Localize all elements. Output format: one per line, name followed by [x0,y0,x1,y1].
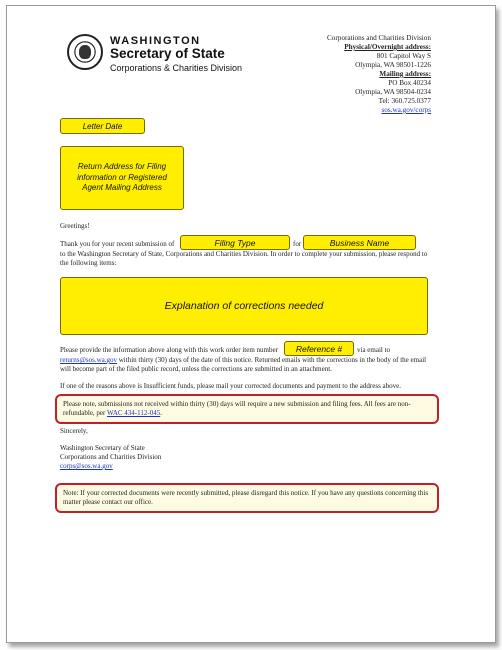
physical-address-label: Physical/Overnight address: [344,43,431,51]
physical-street: 801 Capitol Way S [376,52,431,60]
fees-notice-end: . [160,408,162,417]
website-link[interactable]: sos.wa.gov/corps [381,106,431,114]
logo-division: Corporations & Charities Division [110,63,243,73]
mailing-address-label: Mailing address: [379,70,431,78]
note-text: Note: If your corrected documents were recently submitted, please disregard this notice. If you have any questions concerning this matter please contact our office. [63,489,429,506]
telephone: Tel: 360.725.0377 [378,97,431,105]
thanks-text-start: Thank you for your recent submission of [60,240,175,248]
provide-text-end: within thirty (30) days of the date of this notice. Returned emails with the corrections in the body of the email will become part of the filed public record, unless the corrections are submitted in an attachment. [60,356,427,373]
insufficient-funds-text: If one of the reasons above is Insufficient funds, please mail your corrected documents and payment to the address above. [60,382,402,390]
signature-line-2: Corporations and Charities Division [60,453,162,461]
explanation-placeholder: Explanation of corrections needed [60,277,428,335]
logo-secretary-of-state: Secretary of State [110,46,225,61]
sincerely: Sincerely, [60,427,88,435]
returns-email-link[interactable]: returns@sos.wa.gov [60,356,117,364]
signature-line-1: Washington Secretary of State [60,444,145,452]
address-block [271,34,431,115]
note-box [55,483,439,513]
return-address-placeholder: Return Address for Filing information or Registered Agent Mailing Address [60,146,184,210]
reference-number-placeholder: Reference # [284,341,354,356]
thanks-for: for [293,240,302,248]
logo-washington: WASHINGTON [110,35,201,47]
fees-notice-text: Please note, submissions not received within thirty (30) days will require a new submission and filing fees. All fees are non-refundable, per [63,400,411,417]
corps-email-link[interactable]: corps@sos.wa.gov [60,462,113,470]
provide-via: via email to [357,346,391,354]
business-name-placeholder: Business Name [303,235,416,250]
division-name: Corporations and Charities Division [326,34,431,42]
provide-text-start: Please provide the information above along with this work order item number [60,346,278,354]
mailing-po-box: PO Box 40234 [388,79,431,87]
physical-city: Olympia, WA 98501-1226 [355,61,431,69]
provide-paragraph [60,356,432,373]
mailing-city: Olympia, WA 98504-0234 [355,88,431,96]
fees-notice-box [55,394,439,424]
letter-page [6,5,496,643]
filing-type-placeholder: Filing Type [180,235,290,250]
greeting: Greetings! [60,222,90,230]
thanks-text-end: to the Washington Secretary of State, Corporations and Charities Division. In order to complete your submission, please respond to the following items: [60,250,428,267]
letter-date-placeholder: Letter Date [60,118,145,134]
state-seal-icon [67,34,103,70]
wac-link[interactable]: WAC 434-112-045 [107,408,161,417]
